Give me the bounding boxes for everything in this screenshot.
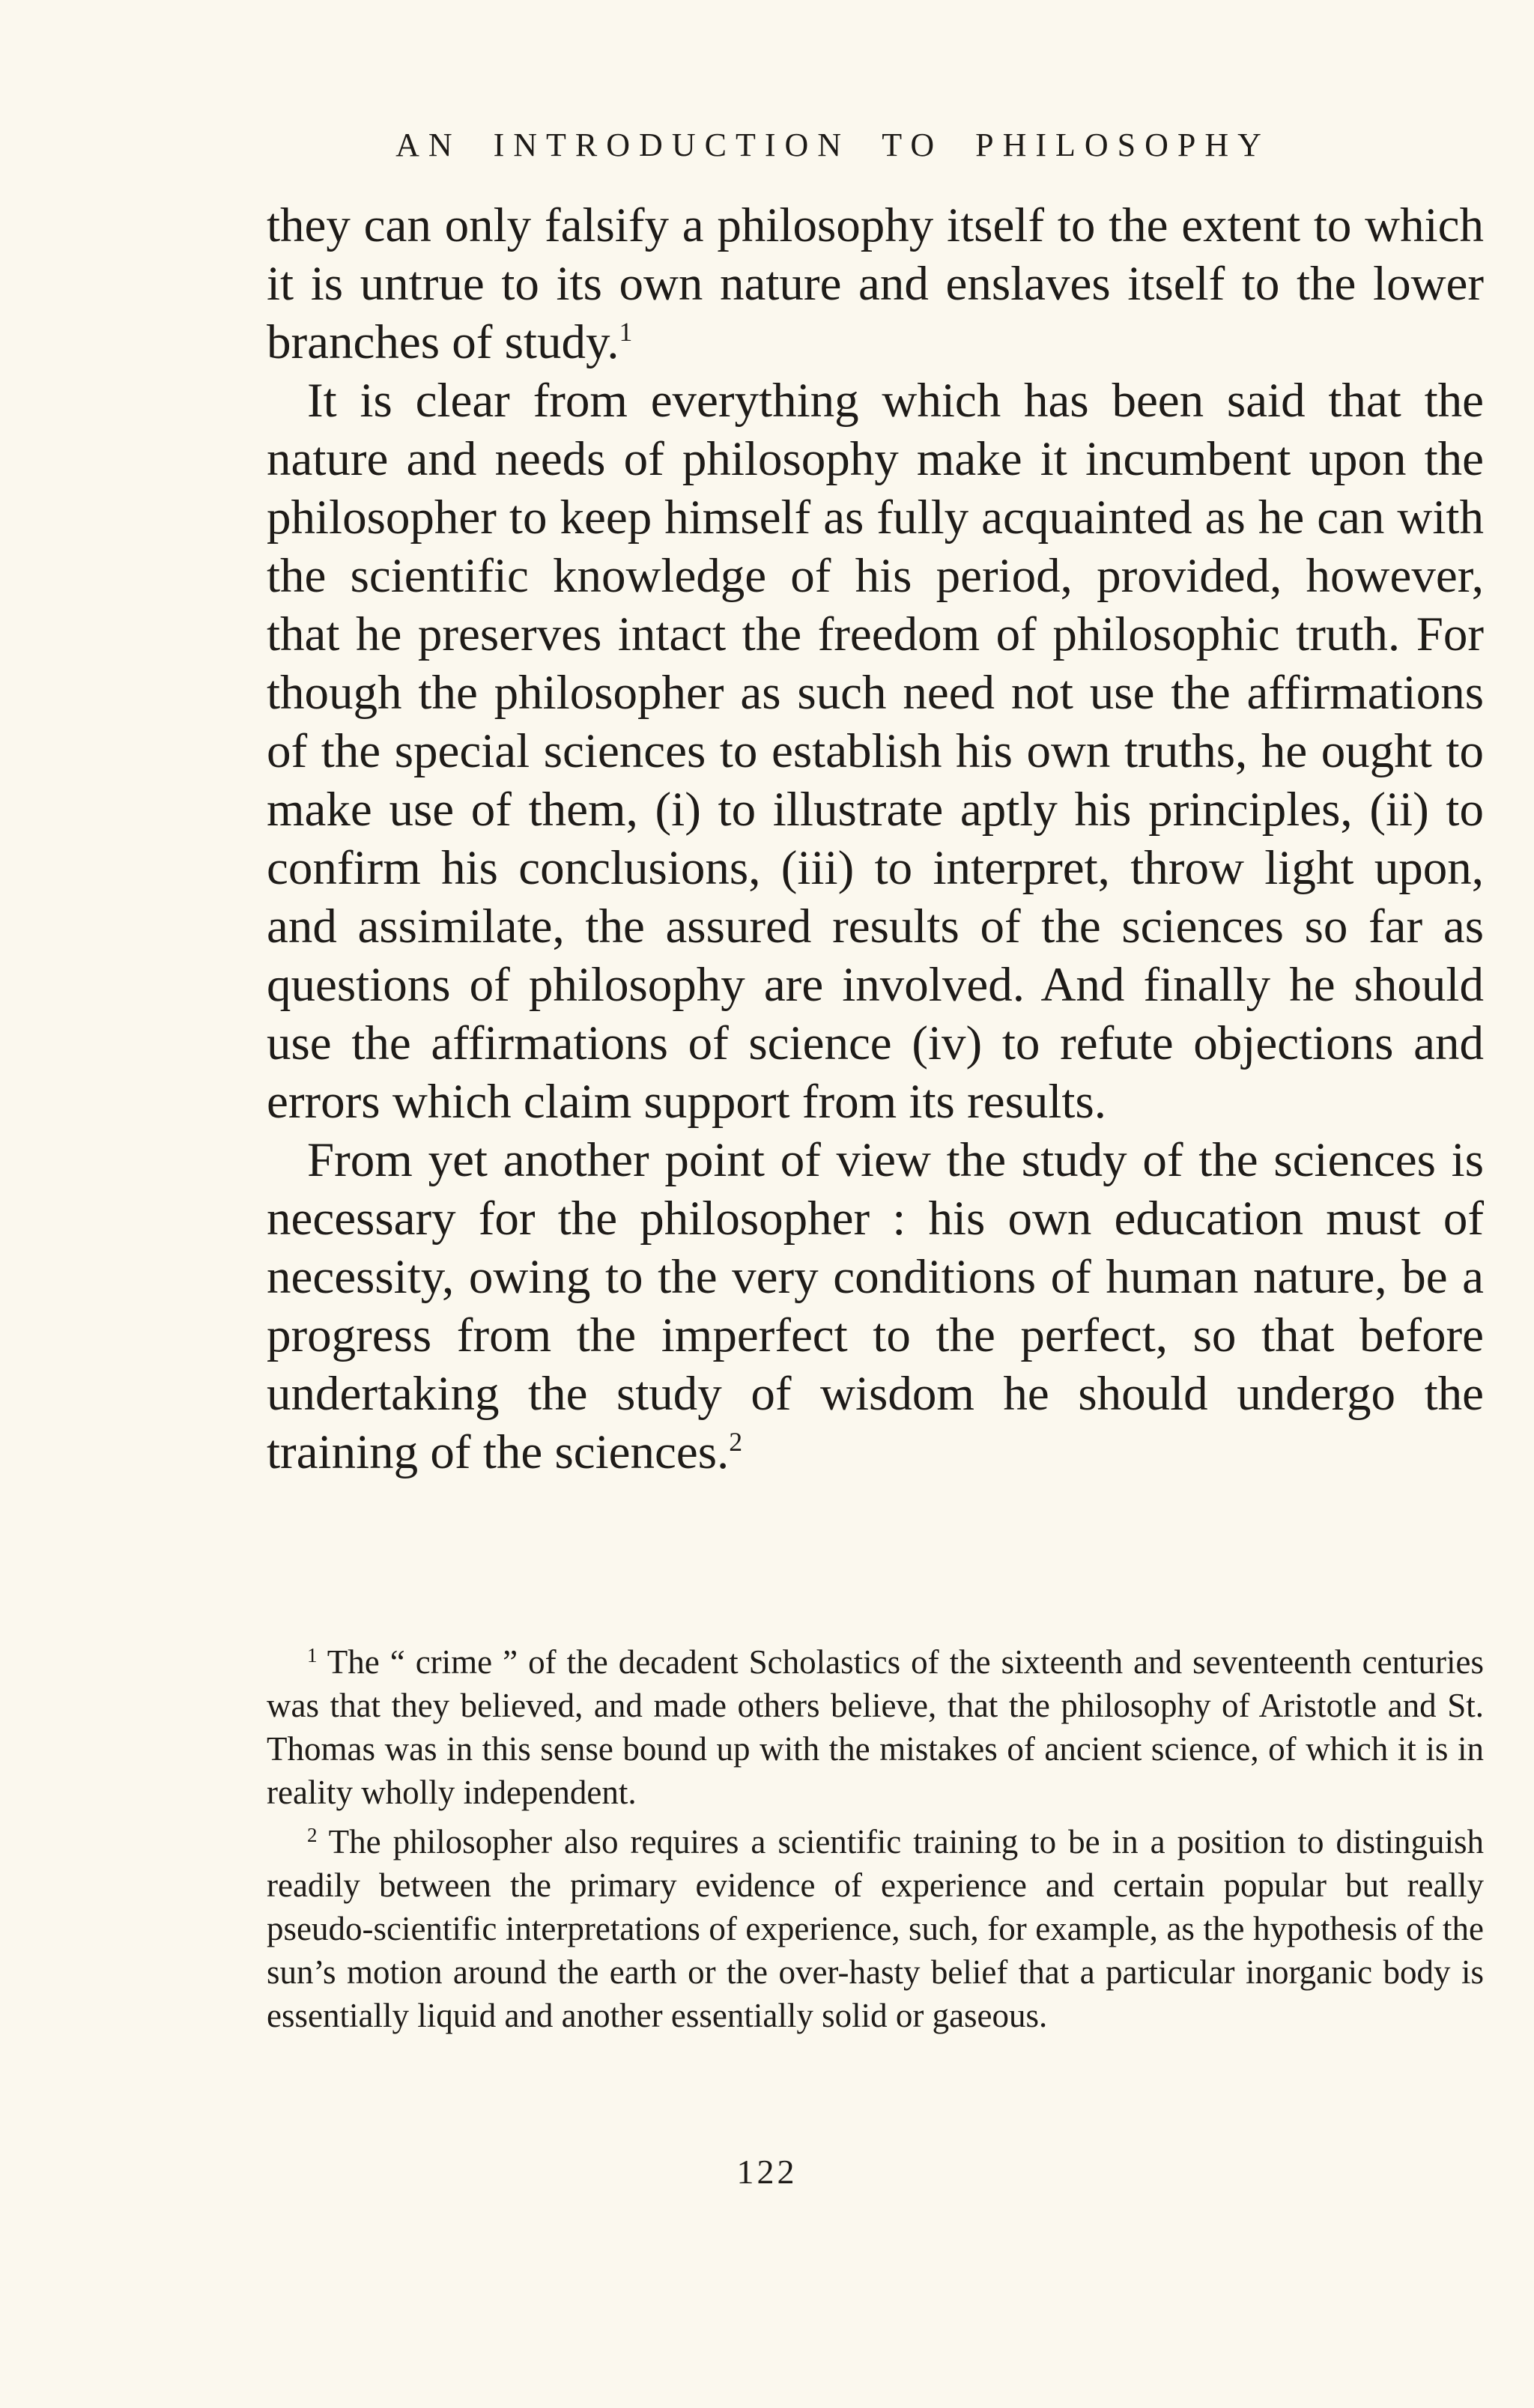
footnote — [267, 1640, 1484, 1814]
running-head: AN INTRODUCTION TO PHILOSOPHY — [395, 127, 1270, 163]
footnote-reference[interactable]: 2 — [729, 1426, 743, 1457]
page-number: 122 — [736, 2153, 798, 2191]
footnotes — [267, 1640, 1484, 2043]
footnote-marker: 1 — [307, 1644, 318, 1667]
paragraph-text: From yet another point of view the study of the sciences is necessary for the philosopher : his own education must of necessity, owing to the very conditions of human nature, be a progress from the imperfect to the perfect, so that before undertaking the study of wisdom he should undergo the training of the sciences. — [267, 1133, 1484, 1479]
footnote-text: The philosopher also requires a scientific training to be in a position to distinguish readily between the primary evidence of experience and certain popular but really pseudo-scientific interpretations of experience, such, for example, as the hypothesis of the sun’s motion around the earth or the over-hasty belief that a particular inorganic body is essentially liquid and another essentially solid or gaseous. — [267, 1823, 1485, 2034]
body-text — [267, 196, 1484, 1482]
paragraph — [267, 371, 1484, 1131]
footnote-marker: 2 — [307, 1824, 318, 1847]
footnote — [267, 1820, 1484, 2037]
footnote-reference[interactable]: 1 — [619, 316, 633, 347]
paragraph-continued — [267, 196, 1484, 371]
paragraph — [267, 1131, 1484, 1482]
footnote-text: The “ crime ” of the decadent Scholastics of the sixteenth and seventeenth centuries was that they believed, and made others believe, that the philosophy of Aristotle and St. Thomas was in this sense bound up with the mistakes of ancient science, of which it is in reality wholly independent. — [267, 1643, 1484, 1811]
paragraph-text: It is clear from everything which has been said that the nature and needs of philosophy make it incumbent upon the philosopher to keep himself as fully acquainted as he can with the scientific knowledge of his period, provided, however, that he preserves intact the freedom of philosophic truth. For though the philosopher as such need not use the affirmations of the special sciences to establish his own truths, he ought to make use of them, (i) to illustrate aptly his principles, (ii) to confirm his conclusions, (iii) to interpret, throw light upon, and assimilate, the assured results of the sciences so far as questions of philosophy are involved. And finally he should use the affirmations of science (iv) to refute objections and errors which claim support from its results. — [267, 374, 1484, 1129]
paragraph-text: they can only falsify a philosophy itself to the extent to which it is untrue to its own nature and enslaves itself to the lower branches of study. — [267, 198, 1484, 369]
